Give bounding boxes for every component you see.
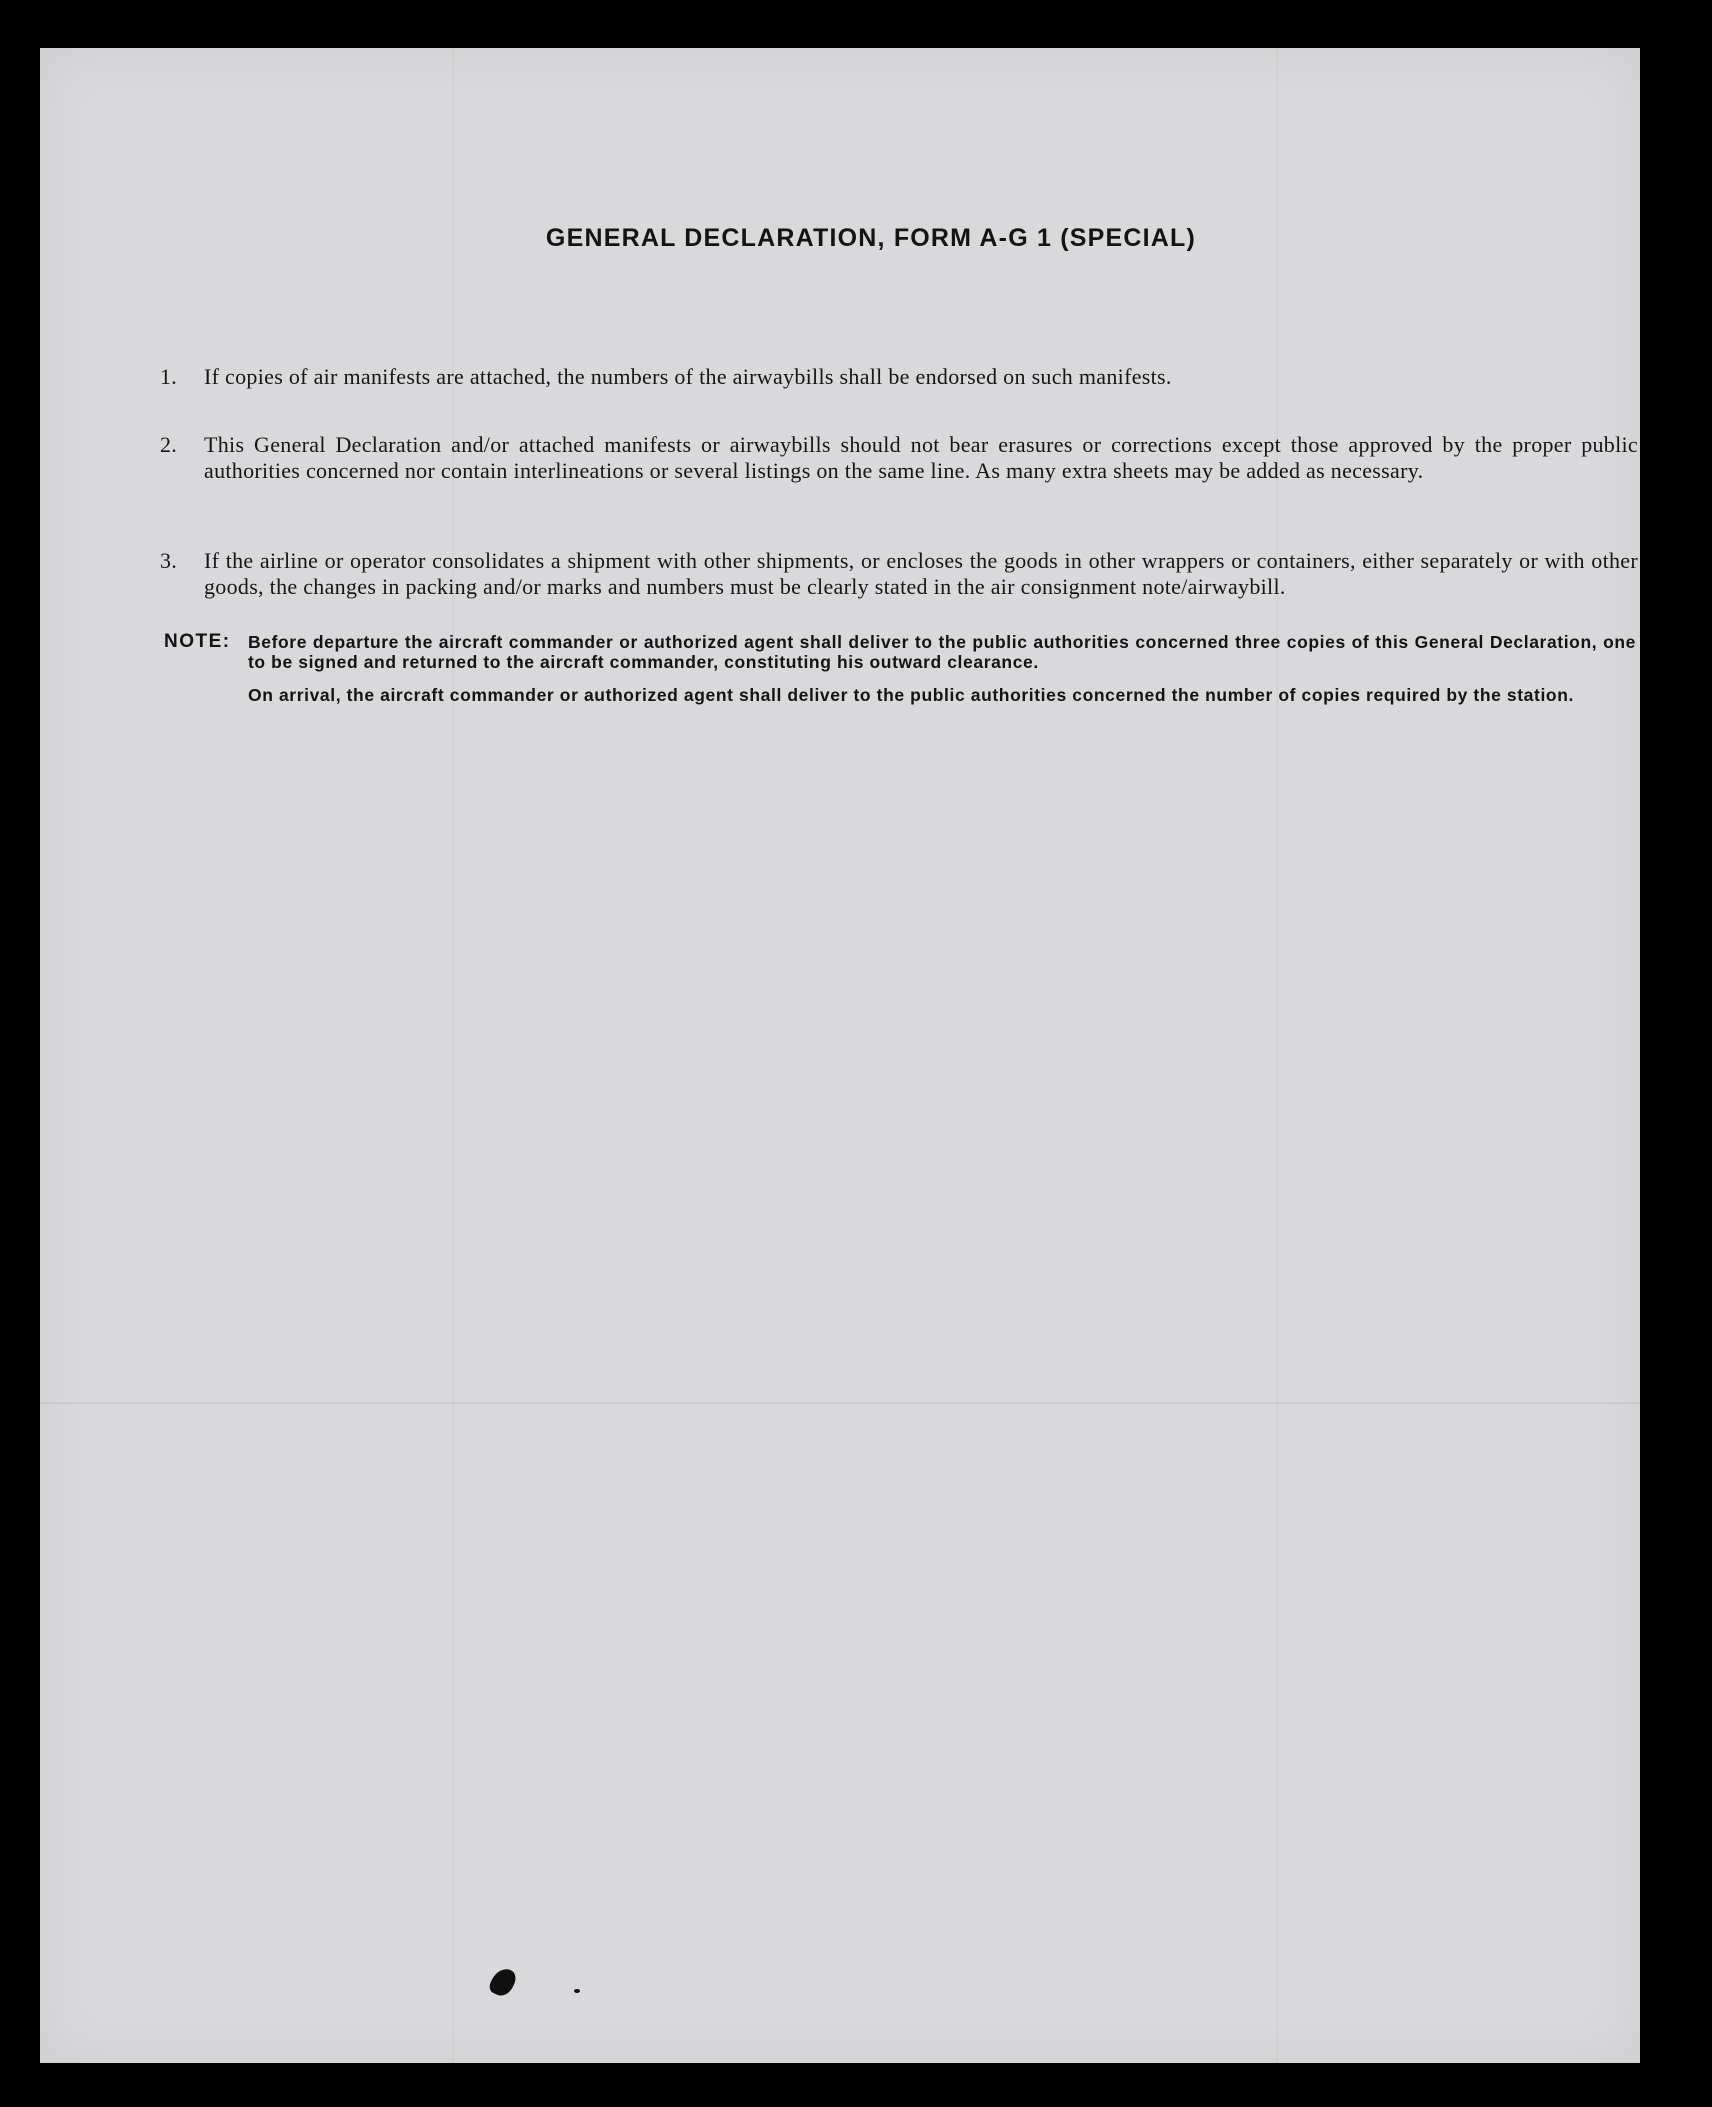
item-number: 1. — [160, 364, 178, 389]
instruction-item-3 — [160, 548, 1638, 600]
instruction-item-1 — [160, 364, 1638, 390]
instruction-item-2 — [160, 432, 1638, 484]
item-text: This General Declaration and/or attached manifests or airwaybills should not bear erasures or corrections except those approved by the proper public authorities concerned nor contain interlineations or several listings on the same line. As many extra sheets may be added as necessary. — [204, 432, 1638, 483]
item-number: 3. — [160, 548, 178, 573]
item-number: 2. — [160, 432, 178, 457]
page-fold-vertical — [1276, 48, 1278, 2063]
item-text: If copies of air manifests are attached, the numbers of the airwaybills shall be endorsed on such manifests. — [204, 364, 1172, 389]
page-fold — [40, 1402, 1640, 1404]
ink-speck — [574, 1989, 580, 1993]
document-title: GENERAL DECLARATION, FORM A-G 1 (SPECIAL) — [545, 224, 1197, 252]
item-text: If the airline or operator consolidates a shipment with other shipments, or encloses the goods in other wrappers or containers, either separately or with other goods, the changes in packing and/or marks and numbers must be clearly stated in the air consignment note/airwaybill. — [204, 548, 1638, 599]
note-section — [164, 632, 1636, 705]
document-page — [40, 48, 1640, 2063]
note-paragraph-departure: Before departure the aircraft commander or authorized agent shall deliver to the public authorities concerned three copies of this General Declaration, one to be signed and returned to the aircraft commander, constituting his outward clearance. — [248, 632, 1636, 672]
note-paragraph-arrival: On arrival, the aircraft commander or authorized agent shall deliver to the public authorities concerned the number of copies required by the station. — [248, 685, 1574, 705]
note-label: NOTE: — [164, 631, 231, 652]
ink-blot — [487, 1965, 519, 2000]
page-fold-vertical — [452, 48, 454, 2063]
